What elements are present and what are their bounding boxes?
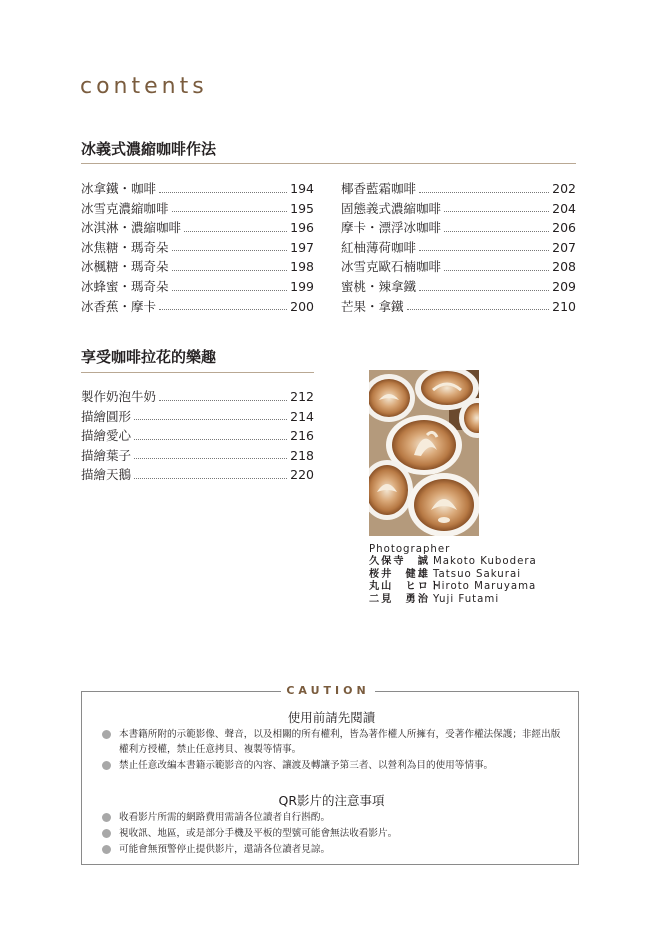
section1-rule: [81, 163, 576, 164]
credit-row: 桜井 健雄 Tatsuo Sakurai: [369, 568, 522, 580]
caution-note: 收看影片所需的網路費用需請各位讀者自行斟酌。: [106, 810, 561, 825]
toc-entry[interactable]: 冰楓糖・瑪奇朵 198: [81, 259, 314, 275]
section2-rule: [81, 372, 314, 373]
toc-entry[interactable]: 冰雪克歐石楠咖啡 208: [341, 259, 576, 275]
caution-note: 視收訊、地區，或是部分手機及平板的型號可能會無法收看影片。: [106, 826, 561, 841]
toc-entry[interactable]: 椰香藍霜咖啡 202: [341, 181, 576, 196]
section2-title: 享受咖啡拉花的樂趣: [81, 348, 217, 366]
caution-block2-title: QR影片的注意事項: [278, 793, 385, 808]
section1-title: 冰義式濃縮咖啡作法: [81, 140, 217, 158]
bullet-icon: [102, 829, 111, 838]
caution-note: 本書籍所附的示範影像、聲音，以及相關的所有權利，皆為著作權人所擁有，受著作權法保護；非經出版權利方授權，禁止任意拷貝、複製等情事。: [106, 727, 561, 757]
toc-entry[interactable]: 固態義式濃縮咖啡 204: [341, 200, 576, 216]
toc-entry[interactable]: 冰淇淋・濃縮咖啡 196: [81, 220, 314, 236]
credit-row: 久保寺 誠 Makoto Kubodera: [369, 556, 537, 568]
toc-entry[interactable]: 描繪圓形 214: [81, 408, 314, 424]
section1-right-list: [341, 179, 576, 316]
toc-entry[interactable]: 製作奶泡牛奶 212: [81, 389, 314, 404]
caution-note: 禁止任意改編本書籍示範影音的內容、讓渡及轉讓予第三者、以營利為目的使用等情事。: [106, 758, 561, 773]
credit-row: 丸山 ヒロトHiroto Maruyama: [369, 581, 537, 593]
caution-note: 可能會無預警停止提供影片，還請各位讀者見諒。: [106, 842, 561, 857]
toc-entry[interactable]: 冰雪克濃縮咖啡 195: [81, 200, 314, 216]
contents-heading: contents: [80, 74, 208, 99]
credit-row: 二見 勇治 Yuji Futami: [369, 593, 500, 605]
toc-entry[interactable]: 冰焦糖・瑪奇朵 197: [81, 239, 314, 255]
section1-left-list: [81, 179, 314, 316]
credits-heading: Photographer: [369, 544, 451, 555]
bullet-icon: [102, 730, 111, 739]
toc-entry[interactable]: 描繪天鵝 220: [81, 467, 314, 483]
toc-entry[interactable]: 摩卡・漂浮冰咖啡 206: [341, 220, 576, 236]
toc-entry[interactable]: 冰香蕉・摩卡 200: [81, 298, 314, 314]
toc-entry[interactable]: 蜜桃・辣拿鐵 209: [341, 278, 576, 294]
toc-entry[interactable]: 描繪葉子 218: [81, 447, 314, 463]
toc-entry[interactable]: 描繪愛心 216: [81, 428, 314, 444]
caution-block1-title: 使用前請先閱讀: [287, 710, 376, 725]
toc-entry[interactable]: 芒果・拿鐵 210: [341, 298, 576, 314]
bullet-icon: [102, 845, 111, 854]
latte-art-photo: [369, 370, 479, 536]
toc-entry[interactable]: 冰拿鐵・咖啡 194: [81, 181, 314, 196]
toc-entry[interactable]: 紅柚薄荷咖啡 207: [341, 239, 576, 255]
bullet-icon: [102, 761, 111, 770]
toc-entry[interactable]: 冰蜂蜜・瑪奇朵 199: [81, 278, 314, 294]
photographer-credits: [369, 544, 537, 606]
caution-label: CAUTION: [281, 682, 375, 700]
bullet-icon: [102, 813, 111, 822]
section2-list: [81, 387, 314, 485]
